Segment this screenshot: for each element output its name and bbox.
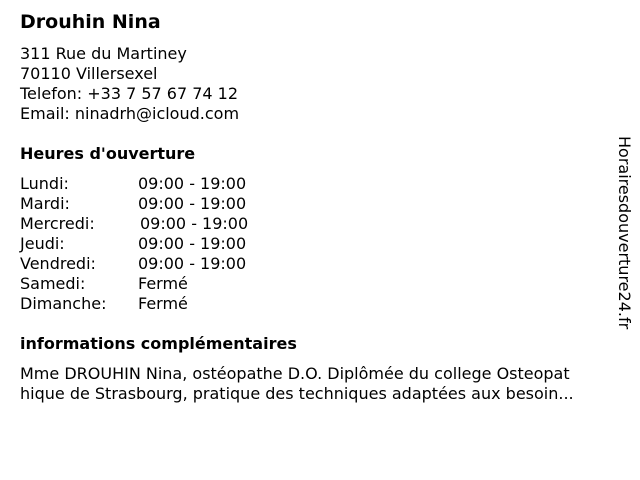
time-value: 09:00 - 19:00 bbox=[138, 194, 247, 213]
time-value: Fermé bbox=[138, 294, 188, 313]
hours-row-friday bbox=[20, 254, 320, 274]
hours-row-thursday bbox=[20, 234, 320, 254]
address-street: 311 Rue du Martiney bbox=[20, 44, 187, 63]
info-text-line-2: hique de Strasbourg, pratique des techniques adaptées aux besoin... bbox=[20, 384, 574, 403]
time-value: 09:00 - 19:00 bbox=[138, 234, 247, 253]
email-address: Email: ninadrh@icloud.com bbox=[20, 104, 240, 123]
time-value: 09:00 - 19:00 bbox=[138, 174, 247, 193]
hours-row-saturday bbox=[20, 274, 320, 294]
hours-row-sunday bbox=[20, 294, 320, 314]
address-city: 70110 Villersexel bbox=[20, 64, 158, 83]
day-label: Mercredi: bbox=[20, 214, 95, 233]
hours-row-wednesday bbox=[20, 214, 320, 234]
hours-heading: Heures d'ouverture bbox=[20, 144, 196, 163]
hours-row-tuesday bbox=[20, 194, 320, 214]
day-label: Mardi: bbox=[20, 194, 70, 213]
day-label: Lundi: bbox=[20, 174, 69, 193]
site-watermark: Horairesdouverture24.fr bbox=[615, 136, 634, 330]
info-text-line-1: Mme DROUHIN Nina, ostéopathe D.O. Diplômée du college Osteopat bbox=[20, 364, 570, 383]
info-heading: informations complémentaires bbox=[20, 334, 297, 353]
time-value: 09:00 - 19:00 bbox=[140, 214, 249, 233]
hours-row-monday bbox=[20, 174, 320, 194]
business-name: Drouhin Nina bbox=[20, 11, 161, 33]
day-label: Dimanche: bbox=[20, 294, 107, 313]
time-value: 09:00 - 19:00 bbox=[138, 254, 247, 273]
day-label: Samedi: bbox=[20, 274, 86, 293]
phone-number: Telefon: +33 7 57 67 74 12 bbox=[20, 84, 239, 103]
day-label: Vendredi: bbox=[20, 254, 96, 273]
time-value: Fermé bbox=[138, 274, 188, 293]
day-label: Jeudi: bbox=[20, 234, 65, 253]
